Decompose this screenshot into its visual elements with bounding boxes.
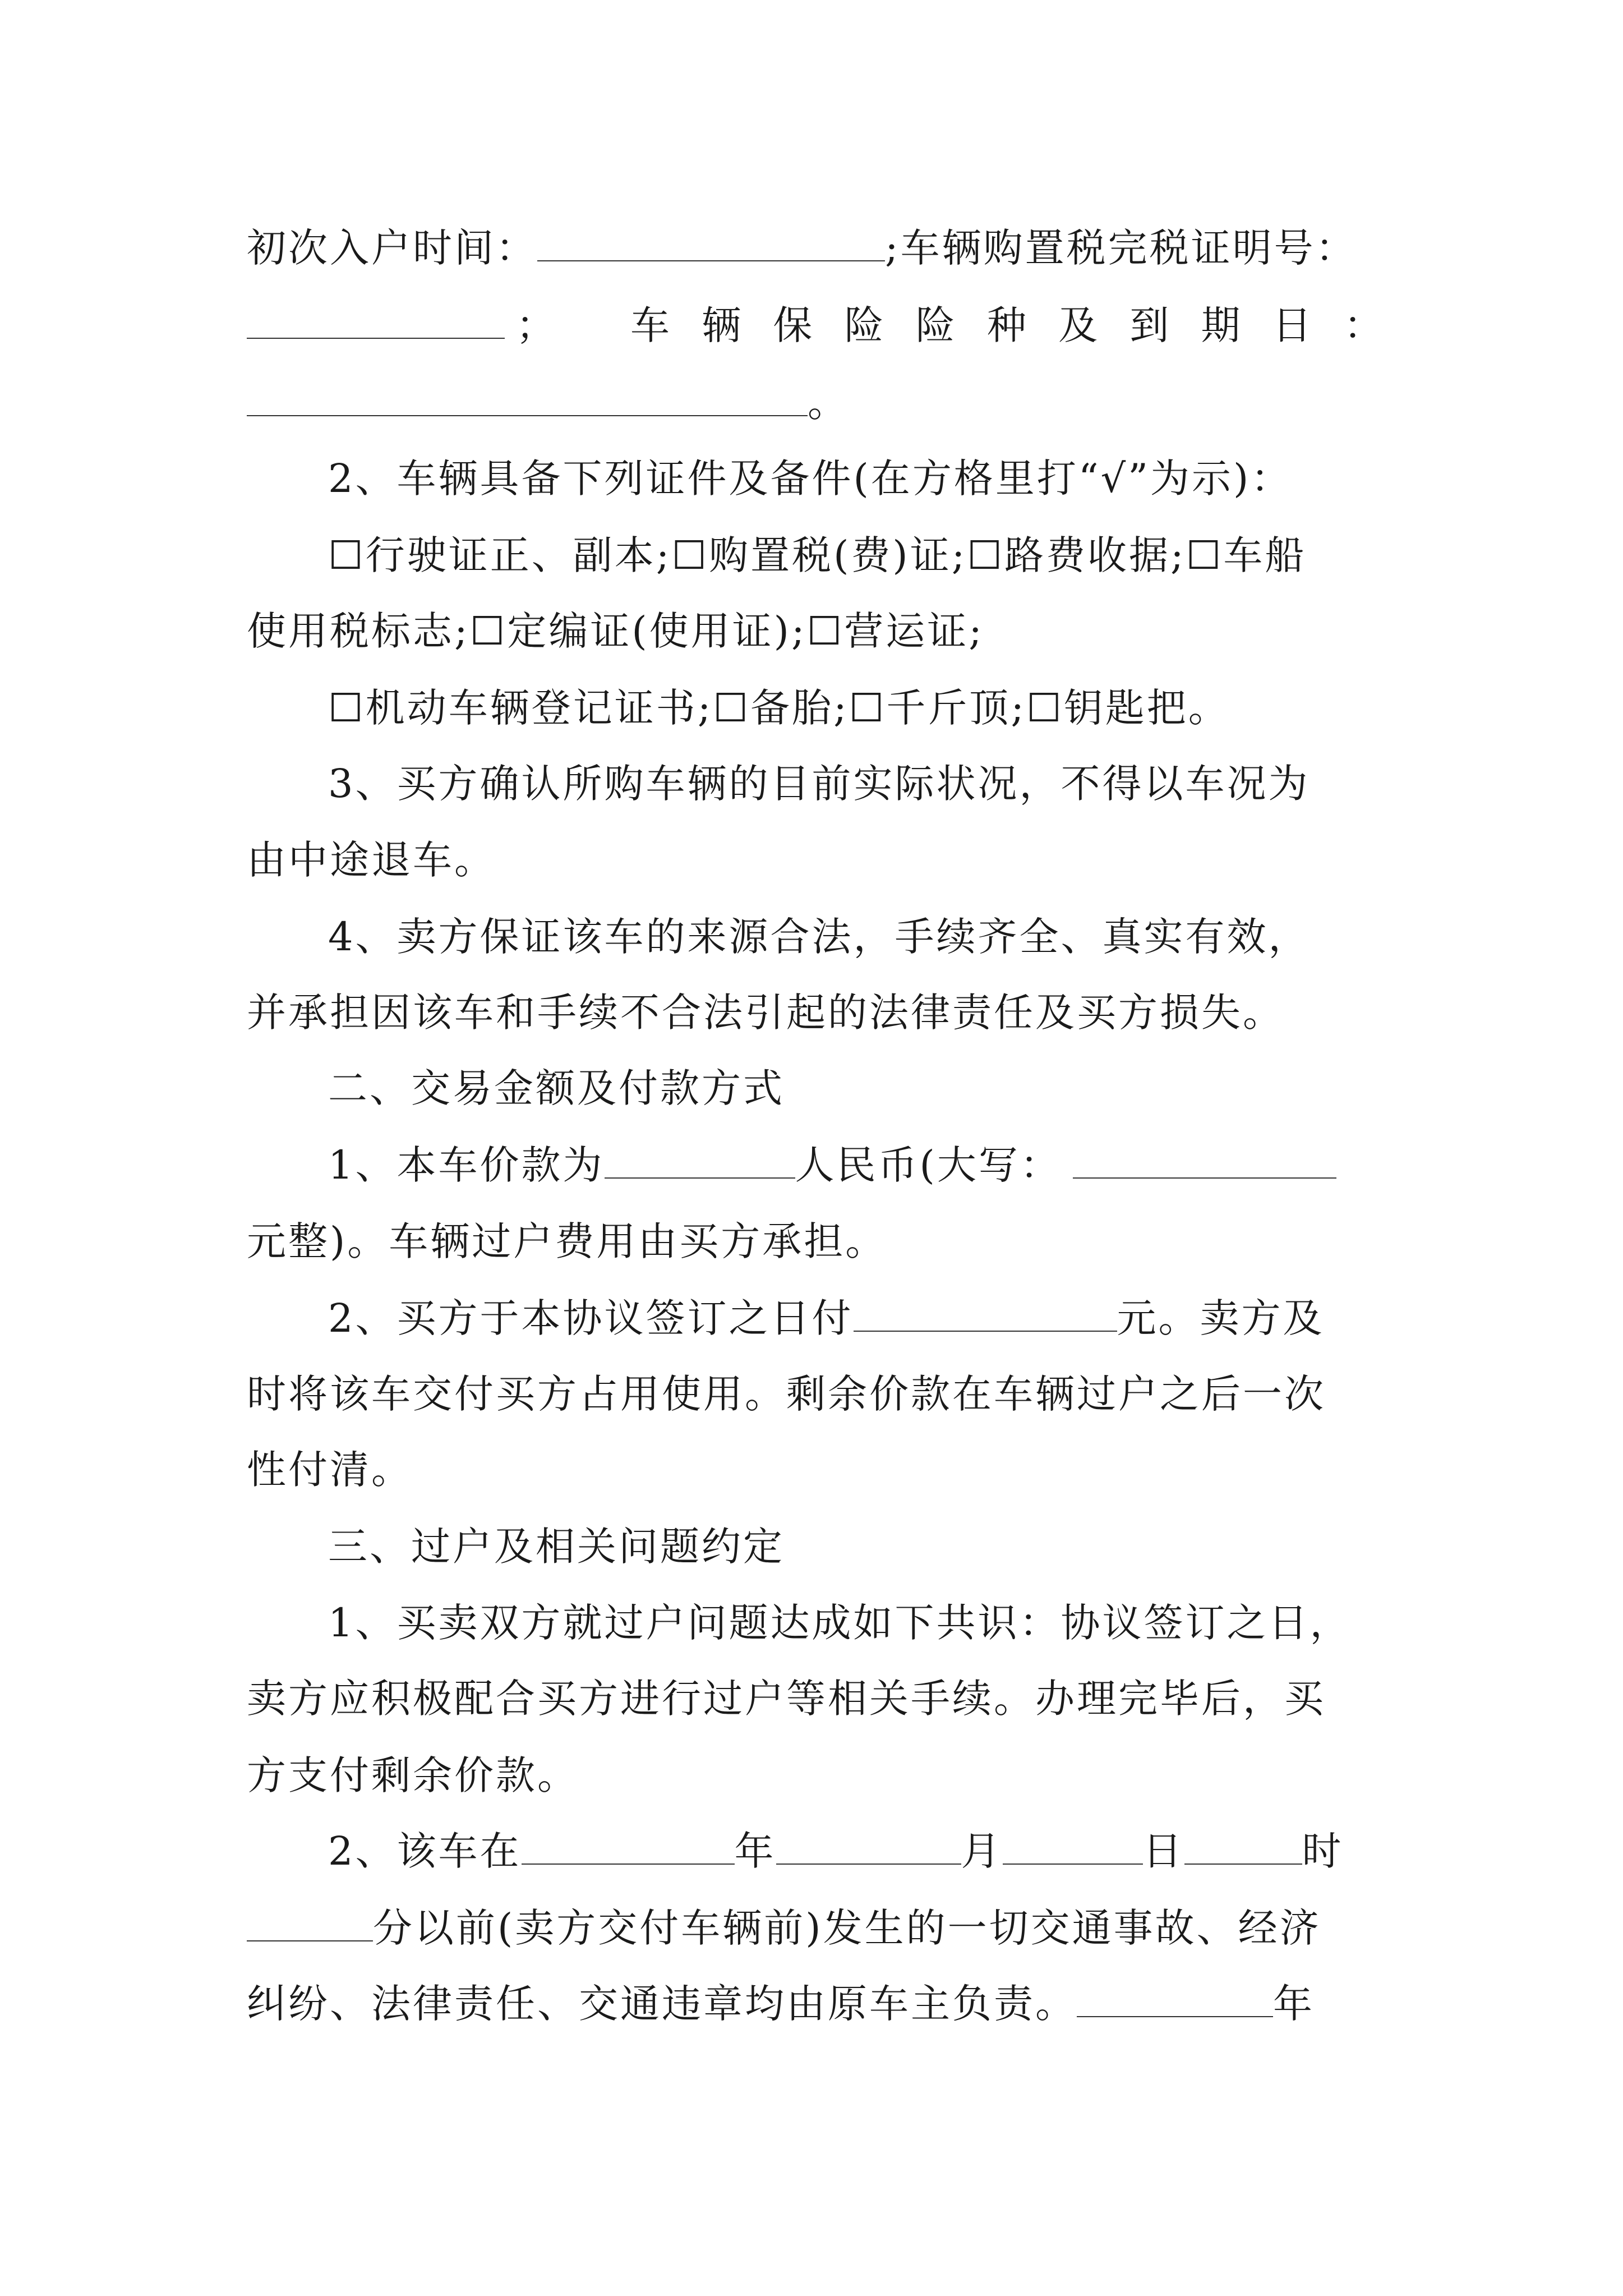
hour-blank[interactable]	[1184, 1825, 1302, 1865]
first-registration-blank[interactable]	[537, 222, 885, 261]
doc-line-4: 2、车辆具备下列证件及备件(在方格里打“√”为示)：	[328, 455, 1293, 501]
section-heading-2: 二、交易金额及付款方式	[328, 1065, 785, 1111]
month-blank[interactable]	[776, 1825, 961, 1865]
semicolon: ；	[516, 302, 557, 348]
tax-certificate-blank[interactable]	[247, 300, 505, 339]
price-uppercase-blank[interactable]	[1073, 1139, 1336, 1179]
doc-line-6: 使用税标志;☐定编证(使用证);☐营运证;	[247, 608, 984, 654]
day-blank[interactable]	[1003, 1825, 1143, 1865]
section-heading-3: 三、过户及相关问题约定	[328, 1524, 785, 1570]
doc-line-17: 性付清。	[247, 1447, 413, 1493]
doc-line-9: 由中途退车。	[247, 837, 496, 883]
doc-line-16: 时将该车交付买方占用使用。剩余价款在车辆过户之后一次	[247, 1371, 1326, 1417]
doc-line-13: 1、本车价款为 人民币(大写：	[328, 1137, 1385, 1193]
doc-line-23: 分以前(卖方交付车辆前)发生的一切交通事故、经济	[247, 1900, 1385, 1956]
doc-line-1	[247, 220, 1385, 276]
doc-line-5: ☐行驶证正、副本;☐购置税(费)证;☐路费收据;☐车船	[328, 532, 1307, 578]
doc-line-3: 。	[247, 375, 1385, 431]
doc-line-19: 1、买卖双方就过户问题达成如下共识：协议签订之日，	[328, 1600, 1352, 1646]
doc-line-8: 3、买方确认所购车辆的目前实际状况，不得以车况为	[328, 761, 1310, 807]
insurance-label: 车 辆 保 险 险 种 及 到 期 日 ：	[630, 302, 1385, 348]
deposit-blank[interactable]	[854, 1292, 1117, 1332]
first-registration-label: 初次入户时间：	[247, 225, 537, 271]
doc-line-10: 4、卖方保证该车的来源合法，手续齐全、真实有效，	[328, 914, 1310, 960]
doc-line-14: 元整)。车辆过户费用由买方承担。	[247, 1218, 887, 1264]
doc-line-21: 方支付剩余价款。	[247, 1752, 579, 1798]
doc-line-11: 并承担因该车和手续不合法引起的法律责任及买方损失。	[247, 990, 1284, 1036]
year-blank[interactable]	[522, 1825, 735, 1865]
doc-line-20: 卖方应积极配合买方进行过户等相关手续。办理完毕后，买	[247, 1676, 1326, 1722]
doc-line-2	[247, 297, 1385, 353]
year-blank-2[interactable]	[1077, 1978, 1273, 2017]
doc-line-7: ☐机动车辆登记证书;☐备胎;☐千斤顶;☐钥匙把。	[328, 685, 1230, 731]
minute-blank[interactable]	[247, 1902, 373, 1941]
doc-line-24: 纠纷、法律责任、交通违章均由原车主负责。 年	[247, 1976, 1385, 2032]
price-blank[interactable]	[605, 1139, 795, 1179]
doc-line-15: 2、买方于本协议签订之日付 元。卖方及	[328, 1290, 1385, 1346]
purchase-tax-label: ;车辆购置税完税证明号：	[885, 225, 1357, 271]
doc-line-22: 2、该车在 年 月 日 时	[328, 1823, 1385, 1879]
insurance-blank[interactable]	[247, 377, 808, 416]
